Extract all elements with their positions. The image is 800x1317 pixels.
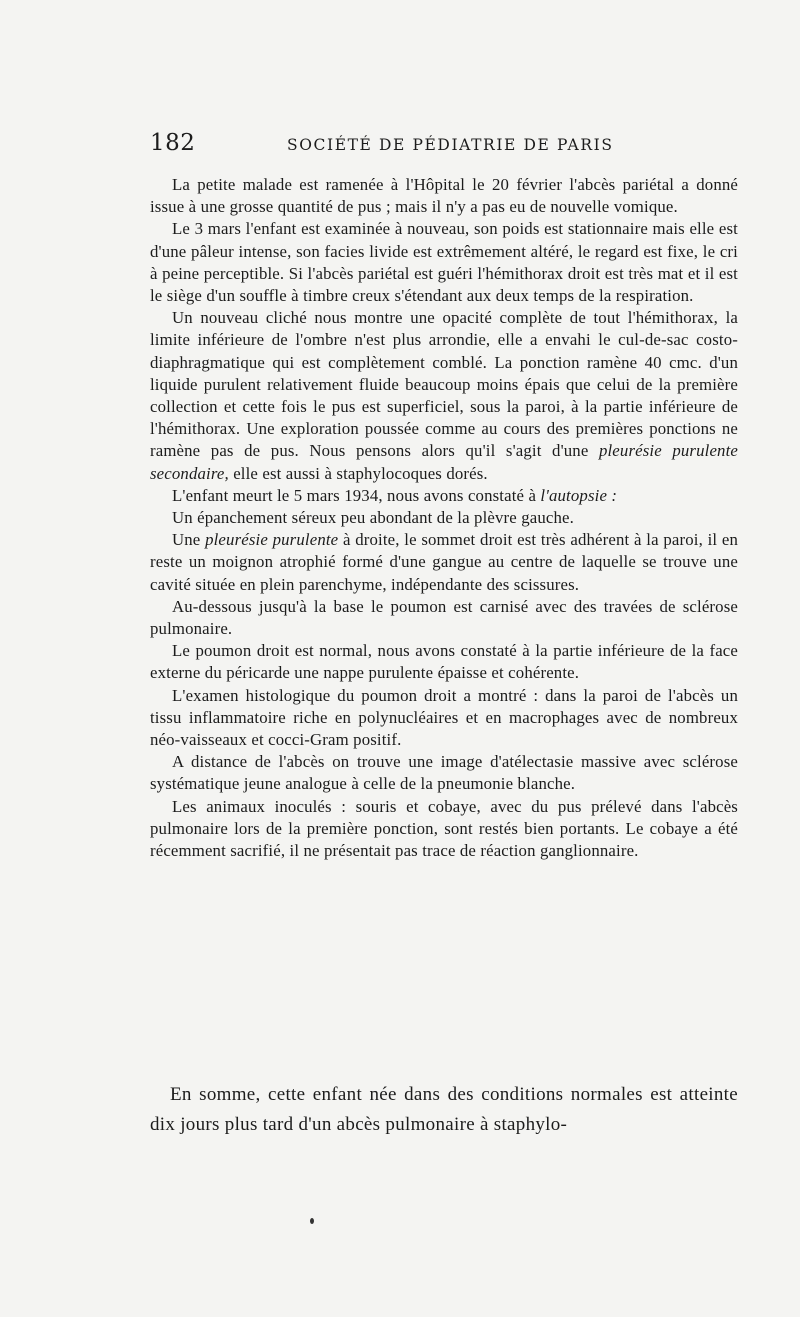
page-number: 182 bbox=[150, 130, 196, 156]
paragraph-left-effusion: Un épanchement séreux peu abondant de la plèvre gauche. bbox=[172, 508, 574, 528]
paragraph-death-autopsy bbox=[150, 485, 738, 507]
paragraph-histology: L'examen histologique du poumon droit a montré : dans la paroi de l'abcès un tissu inflammatoire riche en polynucléaires et en macrophages avec de nombreux néo-vaisseaux et cocci-Gram positif. bbox=[150, 685, 738, 750]
paragraph-text: L'enfant meurt le 5 mars 1934, nous avons constaté à bbox=[172, 485, 541, 505]
paragraph-emphasis: pleurésie purulente bbox=[205, 530, 339, 550]
paragraph-emphasis: pleurésie purulente secondaire, bbox=[150, 441, 738, 483]
paragraph-text: Une bbox=[172, 530, 206, 550]
paragraph-examination-march-3: Le 3 mars l'enfant est examinée à nouveau, son poids est stationnaire mais elle est d'une pâleur intense, son facies livide est extrêmement altéré, le regard est fixe, le cri à peine perceptible. Si l'abcès pariétal est guéri l'hémithorax droit est très mat et il est le siège d'un souffle à timbre creux s'étendant aux deux temps de la respiration. bbox=[150, 219, 738, 306]
paragraph-new-radiograph bbox=[150, 307, 738, 485]
body-text bbox=[150, 174, 738, 862]
print-speck bbox=[310, 1218, 314, 1224]
paragraph-text: elle est aussi à staphylocoques dorés. bbox=[228, 463, 488, 483]
paragraph-text: à droite, le sommet droit est très adhérent à la paroi, il en reste un moignon atrophié formé d'une gangue au centre de laquelle se trouve une cavité située en plein parenchyme, indépendante des scissures. bbox=[150, 530, 739, 594]
paragraph-atelectasis: A distance de l'abcès on trouve une image d'atélectasie massive avec sclérose systématique jeune analogue à celle de la pneumonie blanche. bbox=[150, 752, 738, 794]
closing-paragraph: En somme, cette enfant née dans des conditions normales est atteinte dix jours plus tard d'un abcès pulmonaire à staphylo- bbox=[150, 1084, 738, 1135]
running-head: SOCIÉTÉ DE PÉDIATRIE DE PARIS bbox=[287, 136, 614, 154]
paragraph-inoculation: Les animaux inoculés : souris et cobaye, avec du pus prélevé dans l'abcès pulmonaire lors de la première ponction, sont restés bien portants. Le cobaye a été récemment sacrifié, il ne présentait pas trace de réaction ganglionnaire. bbox=[150, 796, 738, 861]
paragraph-text: Un nouveau cliché nous montre une opacité complète de tout l'hémithorax, la limite inférieure de l'ombre n'est plus arrondie, elle a envahi le cul-de-sac costo-diaphragmatique qui est complètement comblé. La ponction ramène 40 cmc. d'un liquide purulent relativement fluide beaucoup moins épais que celui de la première collection et cette fois le pus est superficiel, sous la paroi, à la partie inférieure de l'hémithorax. Une exploration poussée comme au cours des premières ponctions ne ramène pas de pus. Nous pensons alors qu'il s'agit d'une bbox=[150, 308, 738, 461]
paragraph-lung-base: Au-dessous jusqu'à la base le poumon est carnisé avec des travées de sclérose pulmonaire. bbox=[150, 596, 738, 639]
paragraph-right-pleurisy bbox=[150, 529, 738, 596]
paragraph-pericardium: Le poumon droit est normal, nous avons constaté à la partie inférieure de la face externe du péricarde une nappe purulente épaisse et cohérente. bbox=[150, 641, 738, 683]
paragraph-return-to-hospital: La petite malade est ramenée à l'Hôpital le 20 février l'abcès pariétal a donné issue à une grosse quantité de pus ; mais il n'y a pas eu de nouvelle vomique. bbox=[150, 175, 738, 217]
paragraph-emphasis: l'autopsie : bbox=[540, 485, 618, 505]
page-header bbox=[150, 128, 740, 162]
